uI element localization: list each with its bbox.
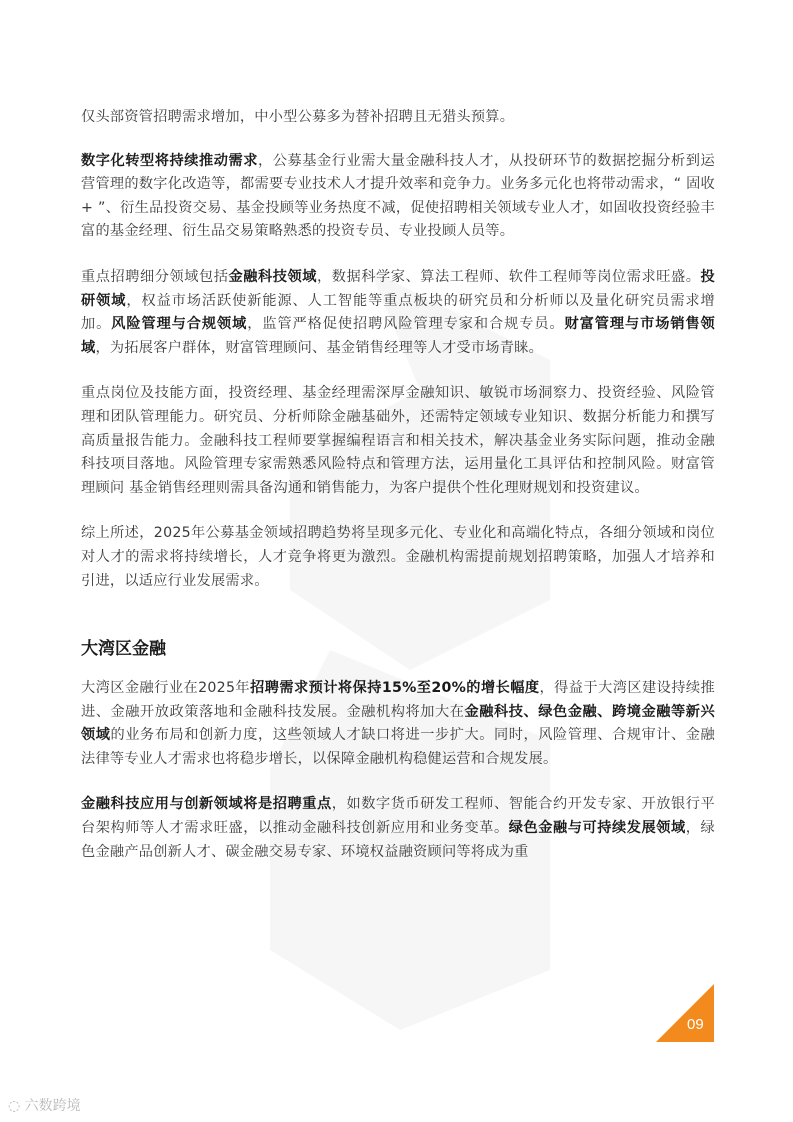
text-run: 重点招聘细分领域包括 [81, 268, 229, 285]
bold-text-run: 金融科技领域 [228, 268, 318, 285]
bold-text-run: 招聘需求预计将保持15%至20%的增长幅度 [250, 680, 540, 697]
text-run: ，绿色金融产品创新人才、碳金融交易专家、环境权益融资顾问等将成为重 [81, 820, 715, 860]
logo-icon: ◌ [8, 1098, 25, 1114]
paragraph [81, 266, 715, 360]
paragraph [81, 522, 715, 593]
text-run: ，得益于大湾区建设持续推进、金融开放政策落地和金融科技发展。金融机构将加大在 [81, 680, 715, 720]
paragraph [81, 106, 715, 130]
paragraph [81, 150, 715, 244]
bold-text-run: 风险管理与合规领域 [111, 316, 248, 333]
page-number: 09 [687, 1016, 704, 1033]
text-run: ，监管严格促使招聘风险管理专家和合规专员。 [247, 316, 565, 333]
text-run: ，权益市场活跃使新能源、人工智能等重点板块的研究员和分析师以及量化研究员需求增加。 [81, 292, 715, 333]
text-run: 重点岗位及技能方面，投资经理、基金经理需深厚金融知识、敏锐市场洞察力、投资经验、风险管理和团队管理能力。研究员、分析师除金融基础外，还需特定领域专业知识、数据分析能力和撰写高质量报告能力。金融科技工程师要掌握编程语言和相关技术，解决基金业务实际问题，推动金融科技项目落地。风险管理专家需熟悉风险特点和管理方法，运用量化工具评估和控制风险。财富管理顾问 基金销售经理则需具备沟通和销售能力，为客户提供个性化理财规划和投资建议。 [81, 385, 715, 496]
section-heading: 大湾区金融 [81, 639, 166, 660]
bold-text-run: 金融科技应用与创新领域将是招聘重点 [81, 796, 332, 813]
page-number-corner-triangle [656, 984, 714, 1042]
text-run: 的业务布局和创新力度，这些领域人才缺口将进一步扩大。同时，风险管理、合规审计、金融法律等专业人才需求也将稳步增长，以保障金融机构稳健运营和合规发展。 [81, 727, 715, 767]
paragraph [81, 793, 715, 864]
watermark-logo [8, 1095, 81, 1115]
bold-text-run: 绿色金融与可持续发展领域 [508, 820, 686, 837]
bold-text-run: 数字化转型将持续推动需求 [81, 152, 259, 169]
text-run: 大湾区金融行业在2025年 [81, 680, 251, 697]
text-run: ，如数字货币研发工程师、智能合约开发专家、开放银行平台架构师等人才需求旺盛，以推动金融科技创新应用和业务变革。 [81, 796, 715, 837]
text-run: 综上所述，2025年公募基金领域招聘趋势将呈现多元化、专业化和高端化特点，各细分领域和岗位对人才的需求将持续增长，人才竞争将更为激烈。金融机构需提前规划招聘策略，加强人才培养和引进，以适应行业发展需求。 [81, 525, 715, 589]
text-run: ，数据科学家、算法工程师、软件工程师等岗位需求旺盛。 [317, 268, 701, 285]
paragraph [81, 677, 715, 771]
bold-text-run: 金融科技、绿色金融、跨境金融等新兴领域 [81, 703, 715, 744]
logo-text: 六数跨境 [24, 1098, 81, 1114]
text-run: ，公募基金行业需大量金融科技人才，从投研环节的数据挖掘分析到运营管理的数字化改造等，都需要专业技术人才提升效率和竞争力。业务多元化也将带动需求，“ 固收 + ”、衍生品投资交易、基金投顾等业务热度不减，促使招聘相关领域专业人才，如固收投资经验丰富的基金经理、衍生品交易策略熟悉的投资专员、专业投顾人员等。 [81, 152, 715, 240]
bold-text-run: 财富管理与市场销售领域 [81, 316, 715, 356]
bold-text-run: 投研领域 [81, 268, 715, 309]
text-run: ，为拓展客户群体，财富管理顾问、基金销售经理等人才受市场青睐。 [95, 339, 544, 356]
text-run: 仅头部资管招聘需求增加，中小型公募多为替补招聘且无猎头预算。 [81, 109, 515, 125]
paragraph [81, 382, 715, 500]
document-body [81, 106, 715, 864]
